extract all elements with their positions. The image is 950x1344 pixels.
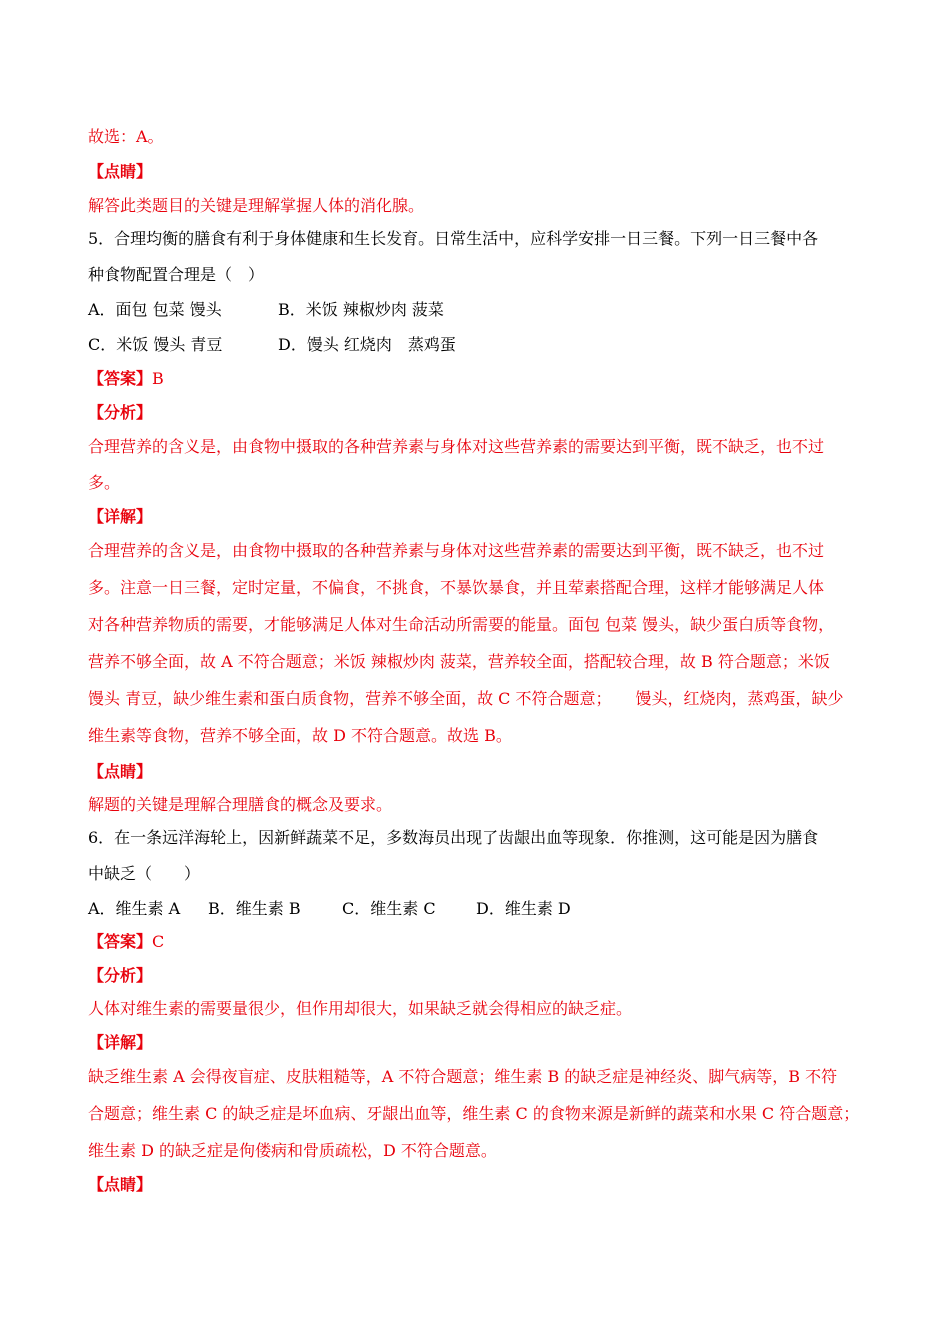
q5-option-b: B．米饭 辣椒炒肉 菠菜 [278,300,444,319]
q6-option-b: B．维生素 B [208,899,301,918]
q4-tip-text: 解答此类题目的关键是理解掌握人体的消化腺。 [88,196,425,215]
q6-detail-line: 合题意；维生素 C 的缺乏症是坏血病、牙龈出血等，维生素 C 的食物来源是新鲜的蔬菜和水果 C 符合题意； [88,1104,860,1123]
q6-stem-line1: 6．在一条远洋海轮上，因新鲜蔬菜不足，多数海员出现了齿龈出血等现象．你推测，这可能是因为膳食 [88,828,819,847]
q6-detail-line: 缺乏维生素 A 会得夜盲症、皮肤粗糙等，A 不符合题意；维生素 B 的缺乏症是神经炎、脚气病等，B 不符 [88,1067,838,1086]
q6-option-d: D．维生素 D [476,899,571,918]
q5-detail-line: 维生素等食物，营养不够全面，故 D 不符合题意。故选 B。 [88,726,512,745]
q6-detail-label: 【详解】 [88,1033,153,1052]
q6-option-c: C．维生素 C [342,899,436,918]
q5-options-row1 [88,300,878,320]
q5-options-row2 [88,335,878,355]
q5-analysis-line: 合理营养的含义是，由食物中摄取的各种营养素与身体对这些营养素的需要达到平衡，既不缺乏，也不过 [88,437,825,456]
q6-analysis-label: 【分析】 [88,966,153,985]
q5-detail-line: 营养不够全面，故 A 不符合题意；米饭 辣椒炒肉 菠菜，营养较全面，搭配较合理，故 B 符合题意；米饭 [88,652,830,671]
q5-tip-label: 【点睛】 [88,762,153,781]
q5-answer-value: B [152,369,164,388]
q4-answer-choice: 故选：A。 [88,127,164,146]
q5-detail-line: 馒头 青豆，缺少维生素和蛋白质食物，营养不够全面，故 C 不符合题意； 馒头，红烧肉，蒸鸡蛋，缺少 [88,689,844,708]
q5-stem-line1: 5．合理均衡的膳食有利于身体健康和生长发育。日常生活中，应科学安排一日三餐。下列一日三餐中各 [88,229,819,248]
q6-detail-line: 维生素 D 的缺乏症是佝偻病和骨质疏松，D 不符合题意。 [88,1141,497,1160]
q4-tip-label: 【点睛】 [88,162,153,181]
q6-option-a: A．维生素 A [88,899,181,918]
q5-stem-line2: 种食物配置合理是（ ） [88,265,265,284]
q5-detail-line: 对各种营养物质的需要，才能够满足人体对生命活动所需要的能量。面包 包菜 馒头，缺少蛋白质等食物， [88,615,835,634]
q5-option-d: D．馒头 红烧肉 蒸鸡蛋 [278,335,456,354]
q6-answer-value: C [152,932,165,951]
q6-stem-line2: 中缺乏（ ） [88,864,201,883]
q5-detail-line: 多。注意一日三餐，定时定量，不偏食，不挑食，不暴饮暴食，并且荤素搭配合理，这样才能够满足人体 [88,578,825,597]
q5-option-c: C．米饭 馒头 青豆 [88,335,223,354]
q6-answer-label: 【答案】 [88,932,153,951]
q5-answer-label: 【答案】 [88,369,153,388]
q5-tip-text: 解题的关键是理解合理膳食的概念及要求。 [88,795,393,814]
q5-detail-label: 【详解】 [88,507,153,526]
q6-options-row [88,899,878,919]
q5-analysis-label: 【分析】 [88,403,153,422]
q5-analysis-line: 多。 [88,473,121,492]
q5-option-a: A．面包 包菜 馒头 [88,300,222,319]
q6-answer [88,932,878,952]
q5-answer [88,369,878,389]
q6-tip-label: 【点睛】 [88,1175,153,1194]
q6-analysis-text: 人体对维生素的需要量很少，但作用却很大，如果缺乏就会得相应的缺乏症。 [88,999,633,1018]
q5-detail-line: 合理营养的含义是，由食物中摄取的各种营养素与身体对这些营养素的需要达到平衡，既不缺乏，也不过 [88,541,825,560]
